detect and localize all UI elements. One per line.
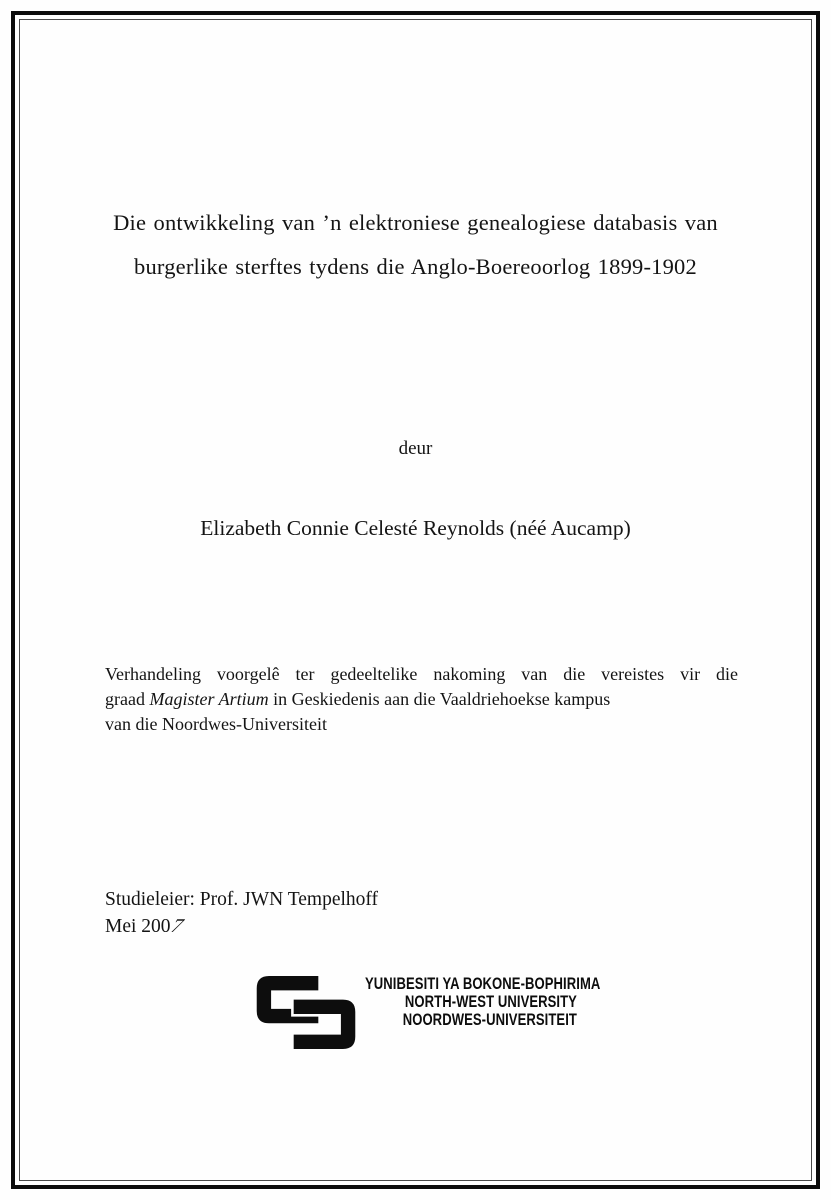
date-prefix: Mei 200 [105,916,171,937]
date-line [105,913,378,940]
byline-deur: deur [398,438,433,459]
author-name: Elizabeth Connie Celesté Reynolds (néé Aucamp) [200,516,631,540]
thesis-title-line2: burgerlike sterftes tydens die Anglo-Boereoorlog 1899-1902 [134,254,697,279]
nwu-logo-mark-icon [254,974,358,1051]
declaration-line1: Verhandeling voorgelê ter gedeeltelike nakoming van die vereistes vir die [105,664,738,684]
logo-wordmark [365,974,601,1029]
declaration-line3: van die Noordwes-Universiteit [105,714,327,734]
declaration-line2-suffix: in Geskiedenis aan die Vaaldriehoekse kampus [268,689,611,709]
thesis-title-line1: Die ontwikkeling van ’n elektroniese genealogiese databasis van [113,210,718,235]
degree-name-italic: Magister Artium [149,689,269,709]
supervisor-line: Studieleier: Prof. JWN Tempelhoff [105,889,379,910]
degree-declaration [105,662,738,737]
declaration-line2 [105,687,738,712]
declaration-line2-prefix: graad [105,689,150,709]
logo-line-english: NORTH-WEST UNIVERSITY [404,992,577,1011]
thesis-title [60,201,771,289]
date-last-digit: 7 [165,916,187,937]
supervisor-block [105,886,378,940]
logo-line-setswana: YUNIBESITI YA BOKONE-BOPHIRIMA [365,974,601,993]
logo-line-afrikaans: NOORDWES-UNIVERSITEIT [402,1010,577,1029]
university-logo [0,974,831,1051]
